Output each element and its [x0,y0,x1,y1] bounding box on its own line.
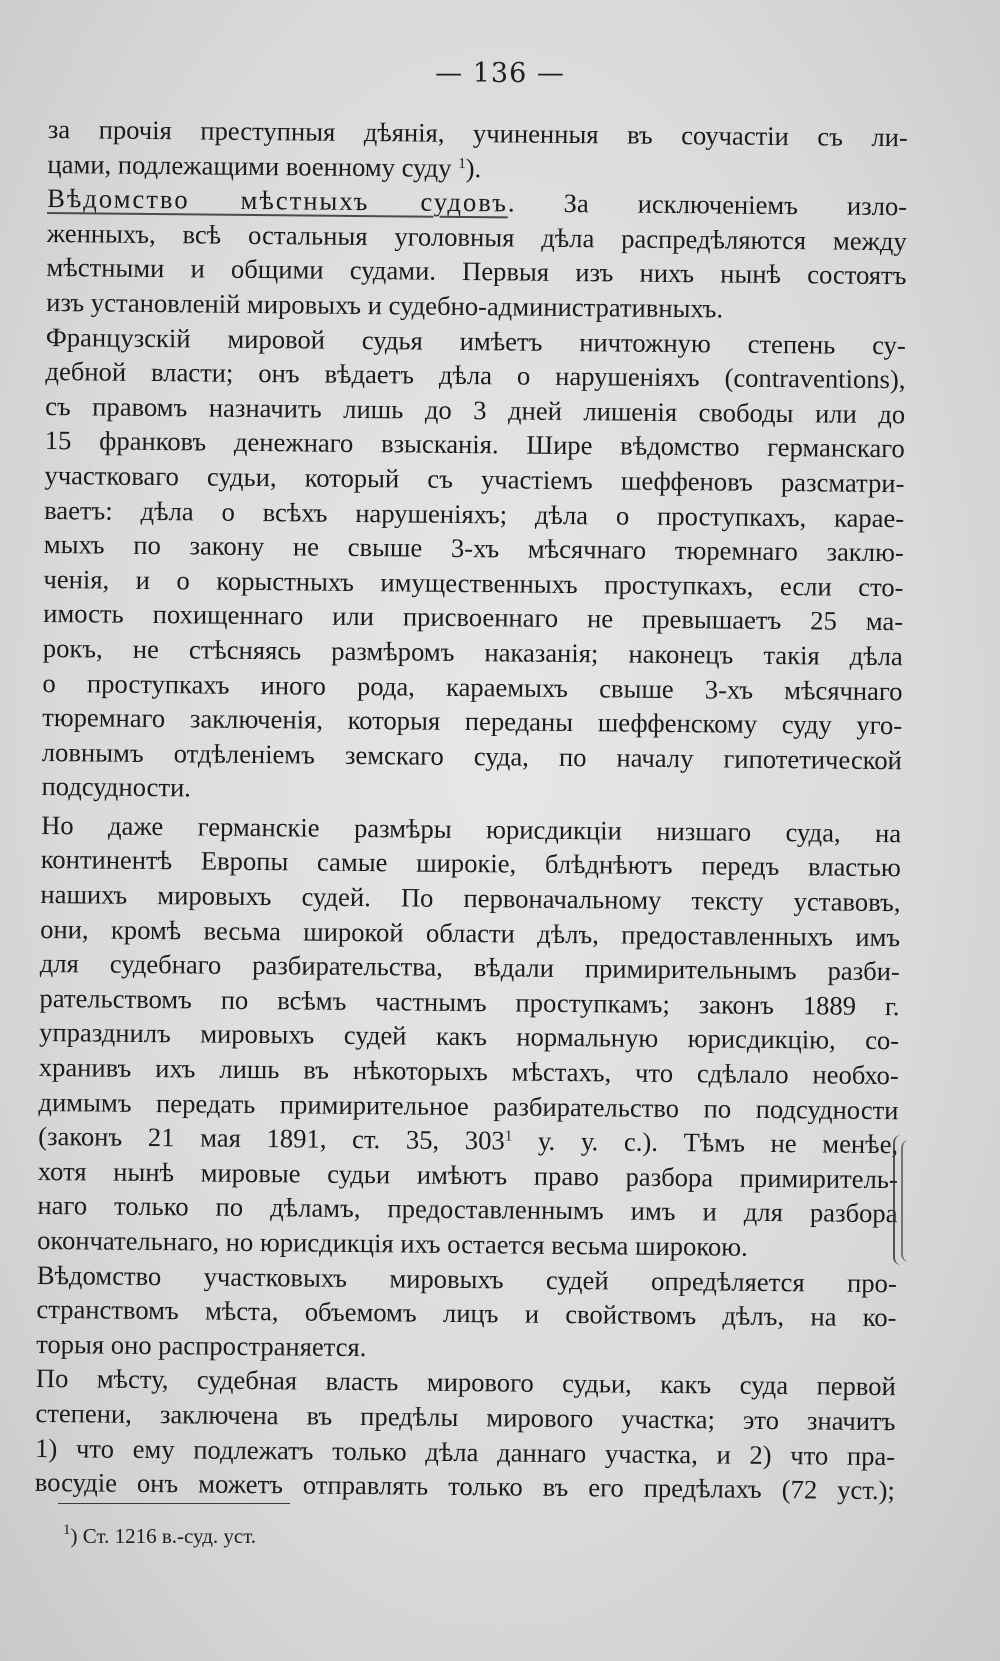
text-segment: димымъ передать примирительное разбирательство по подсудности [38,1086,899,1125]
text-segment: ловнымъ отдѣленіемъ земскаго суда, по началу гипотетической [41,736,902,775]
footnote-text: ) Ст. 1216 в.-суд. уст. [70,1524,257,1548]
footnote-marker: 1 [63,1522,71,1538]
text-segment: окончательнаго, но юрисдикція ихъ остается весьма широкою. [37,1224,748,1262]
text-segment: женныхъ, всѣ остальныя уголовныя дѣла распредѣляются между [46,217,907,257]
footnote-divider [58,1503,290,1504]
text-segment: они, кромѣ весьма широкой области дѣлъ, предоставленныхъ имъ [40,913,901,952]
footnote-reference: 1 [504,1128,513,1145]
text-segment: имость похищеннаго или присвоеннаго не превышаетъ 25 ма- [43,598,904,637]
footnote [63,1524,256,1549]
section-heading: Вѣдомство мѣстныхъ судовъ [47,183,509,218]
text-segment: . За исключеніемъ изло- [507,187,908,222]
text-segment: степени, заключена въ предѣлы мирового участка; это значитъ [35,1397,896,1437]
text-line [35,1465,895,1508]
text-segment: о проступкахъ иного рода, караемыхъ свыше 3-хъ мѣсячнаго [42,667,903,706]
text-segment: рокъ, не стѣсняясь размѣромъ наказанія; наконецъ такія дѣла [42,632,903,672]
text-segment: изъ установленій мировыхъ и судебно-административныхъ. [46,286,724,324]
text-segment: Вѣдомство участковыхъ мировыхъ судей опредѣляется про- [36,1259,897,1298]
text-segment: подсудности. [41,771,192,803]
text-segment: за прочія преступныя дѣянія, учиненныя въ соучастіи съ ли- [47,113,908,153]
text-segment: дебной власти; онъ вѣдаетъ дѣла о нарушеніяхъ (contraventions), [45,356,906,395]
body-text [35,112,908,1508]
text-segment: рательствомъ по всѣмъ частнымъ проступкамъ; законъ 1889 г. [39,982,900,1022]
text-segment: По мѣсту, судебная власть мирового судьи, какъ суда первой [35,1363,896,1402]
text-segment: хранивъ ихъ лишь въ нѣкоторыхъ мѣстахъ, что сдѣлало необхо- [38,1051,899,1091]
text-segment: ваетъ: дѣла о всѣхъ нарушеніяхъ; дѣла о проступкахъ, карае- [44,494,905,533]
text-segment: ченія, и о корыстныхъ имущественныхъ проступкахъ, если сто- [43,563,904,602]
text-segment: странствомъ мѣста, объемомъ лицъ и свойствомъ дѣлъ, на ко- [36,1294,897,1333]
text-segment: 15 франковъ денежнаго взысканія. Шире вѣдомство германскаго [44,425,905,464]
text-segment: (законъ 21 мая 1891, ст. 35, 303 [38,1121,505,1156]
text-segment: 1) что ему подлежатъ только дѣла даннаго участка, и 2) что пра- [35,1432,896,1471]
text-segment: Французскій мировой судья имѣетъ ничтожную степень су- [45,321,906,360]
text-segment: торыя оно распространяется. [36,1328,367,1362]
text-segment: ). [465,152,482,183]
text-segment: Но даже германскіе размѣры юрисдикціи низшаго суда, на [41,809,902,849]
text-segment: съ правомъ назначить лишь до 3 дней лишенія свободы или до [45,390,906,429]
text-segment: нашихъ мировыхъ судей. По первоначальному тексту уставовъ, [40,879,901,918]
text-segment: мѣстными и общими судами. Первыя изъ нихъ нынѣ состоятъ [46,252,907,291]
page-number: — 136 — [435,58,565,89]
margin-pencil-mark [901,1140,915,1262]
text-segment: тюремнаго заключенія, которыя переданы шеффенскому суду уго- [42,702,903,741]
footnote-reference: 1 [458,155,466,172]
text-segment: наго только по дѣламъ, предоставленнымъ имъ и для разбора [37,1190,898,1229]
text-segment: мыхъ по закону не свыше 3-хъ мѣсячнаго тюремнаго заклю- [43,529,904,568]
text-segment: у. у. с.). Тѣмъ не менѣе, [512,1125,899,1160]
text-segment: упразднилъ мировыхъ судей какъ нормальную юрисдикцію, со- [39,1017,900,1056]
text-segment: восудіе онъ можетъ отправлять только въ его предѣлахъ (72 уст.); [34,1467,895,1506]
text-segment: для судебнаго разбирательства, вѣдали примирительнымъ разби- [39,948,900,987]
text-segment: участковаго судьи, который съ участіемъ шеффеновъ разсматри- [44,459,905,499]
text-segment: цами, подлежащими военному суду [47,148,459,183]
text-segment: континентѣ Европы самые широкіе, блѣднѣютъ передъ властью [40,844,901,883]
text-segment: хотя нынѣ мировые судьи имѣютъ право разбора примиритель- [37,1155,898,1195]
